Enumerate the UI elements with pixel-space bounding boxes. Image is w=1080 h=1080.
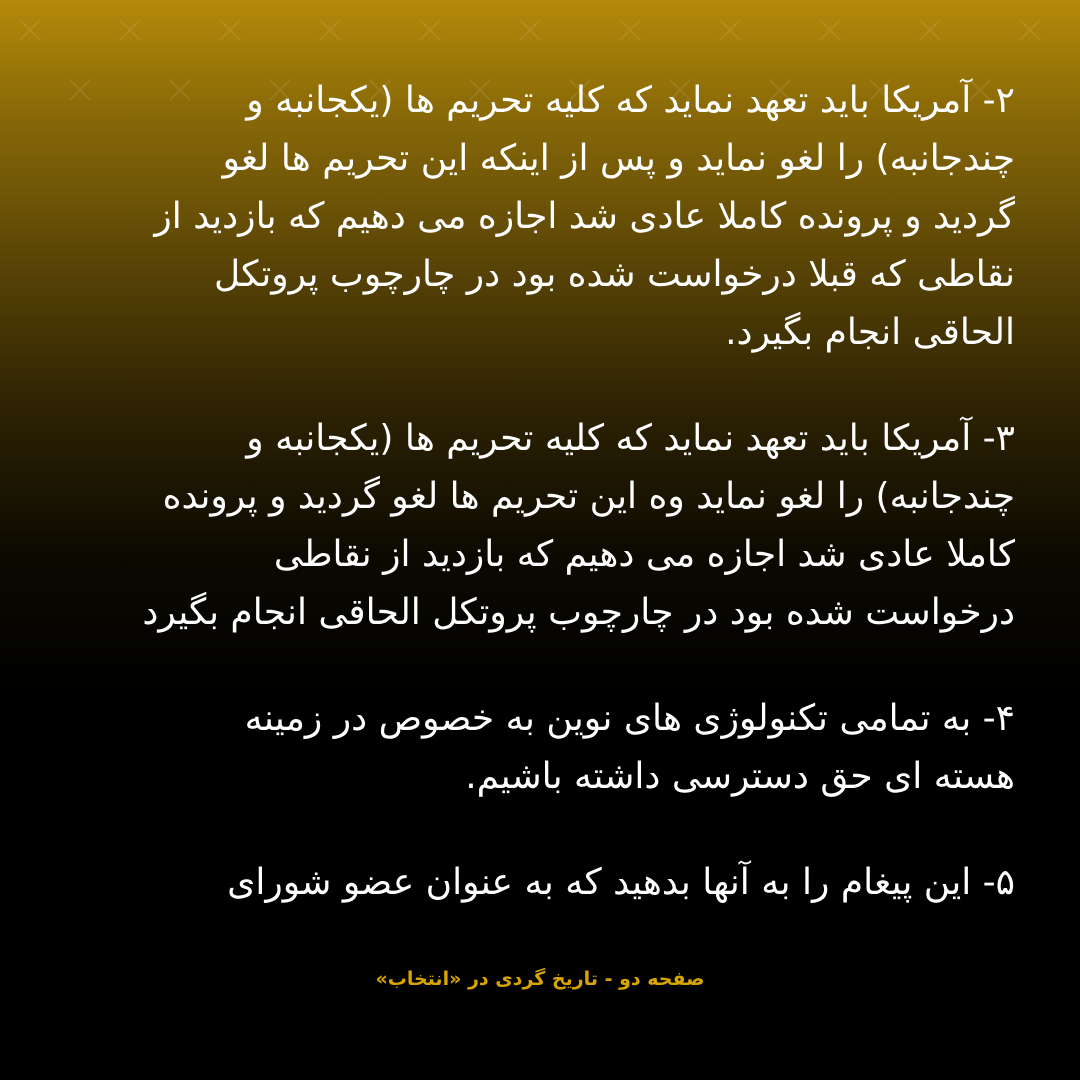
text-line: نقاطی که قبلا درخواست شده بود در چارچوب پروتکل [214,254,1015,295]
paragraph-item-2 [70,72,1015,362]
text-line: درخواست شده بود در چارچوب پروتکل الحاقی انجام بگیرد [142,592,1015,633]
text-content [70,72,1015,960]
text-line: چندجانبه) را لغو نماید وه این تحریم ها لغو گردید و پرونده [162,476,1015,517]
paragraph-item-3 [70,410,1015,642]
text-line: الحاقی انجام بگیرد. [725,312,1015,353]
text-line: هسته ای حق دسترسی داشته باشیم. [465,756,1015,797]
text-line: ۵- این پیغام را به آنها بدهید که به عنوان عضو شورای [227,862,1015,903]
text-line: کاملا عادی شد اجازه می دهیم که بازدید از نقاطی [273,534,1015,575]
text-line: چندجانبه) را لغو نماید و پس از اینکه این تحریم ها لغو [222,138,1015,179]
text-line: ۴- به تمامی تکنولوژی های نوین به خصوص در زمینه [244,698,1015,739]
text-line: ۲- آمریکا باید تعهد نماید که کلیه تحریم ها (یکجانبه و [246,80,1015,121]
text-line: ۳- آمریکا باید تعهد نماید که کلیه تحریم ها (یکجانبه و [246,418,1015,459]
paragraph-item-5 [70,854,1015,912]
paragraph-item-4 [70,690,1015,806]
text-line: گردید و پرونده کاملا عادی شد اجازه می دهیم که بازدید از [154,196,1015,237]
footer-caption: صفحه دو - تاریخ گردی در «انتخاب» [375,968,705,990]
